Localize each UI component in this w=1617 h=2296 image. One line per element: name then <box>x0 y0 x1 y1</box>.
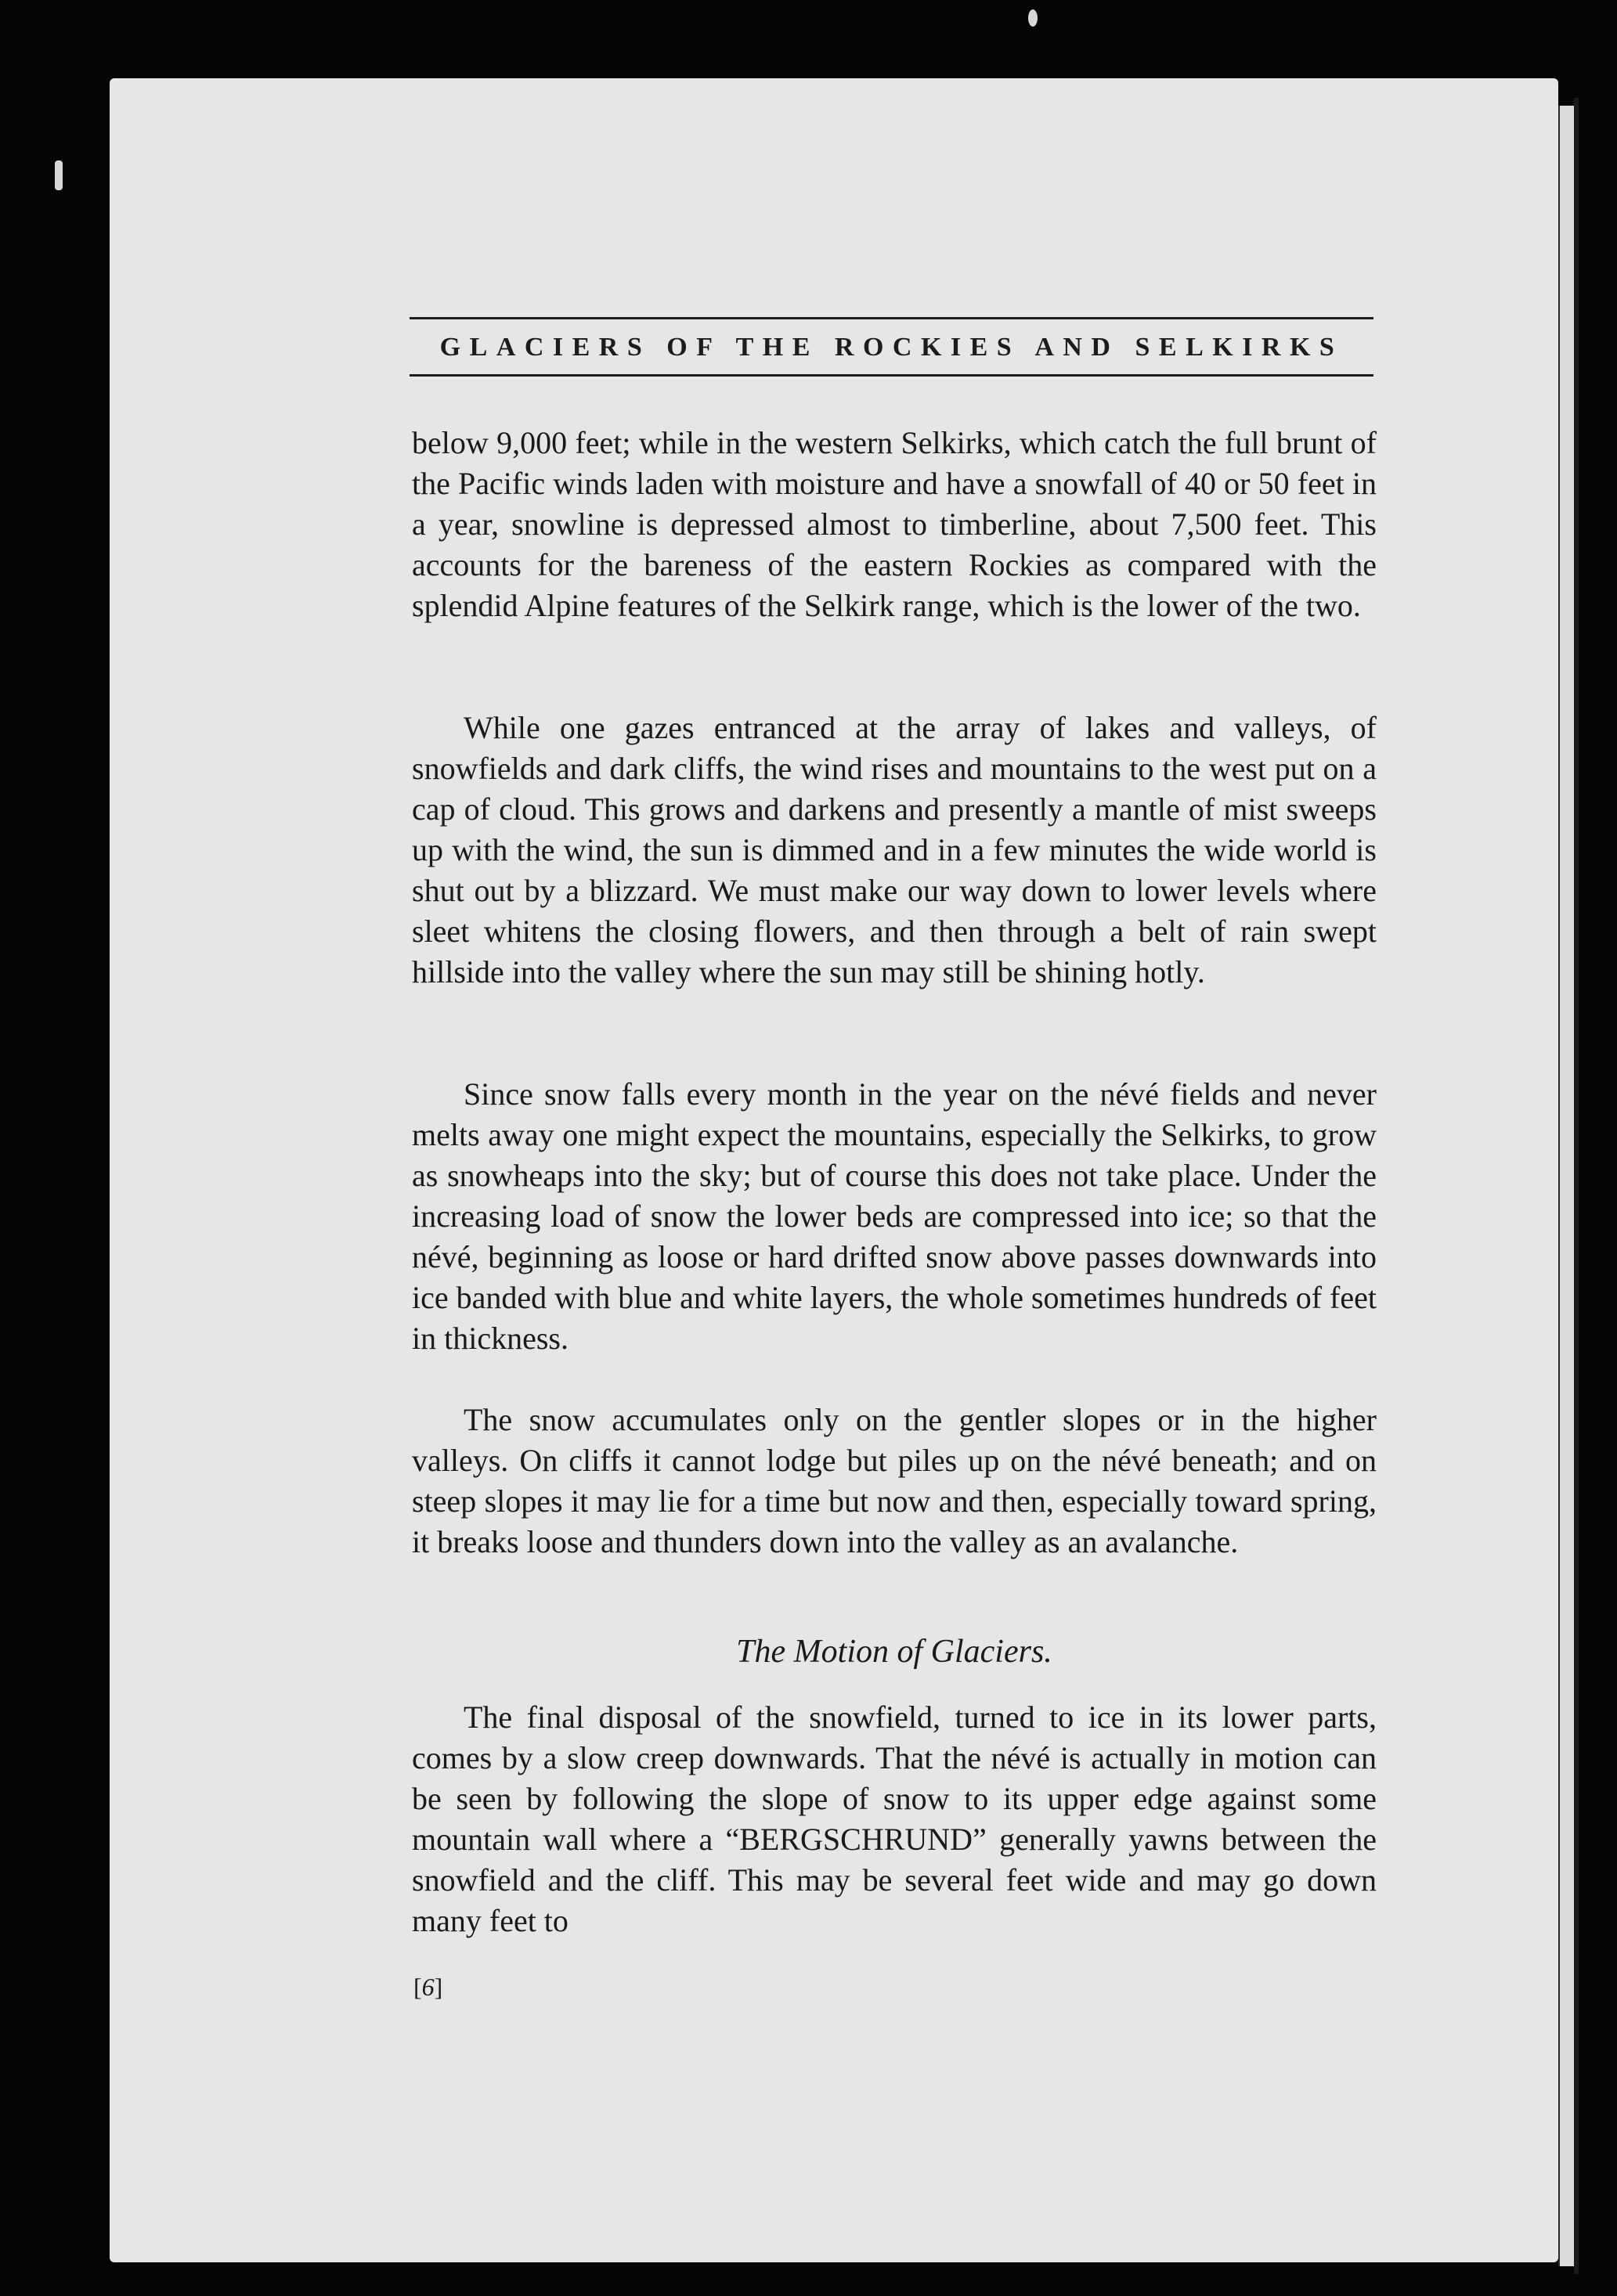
body-paragraph <box>412 1697 1377 1941</box>
folio-open-bracket: [ <box>413 1973 422 2001</box>
folio-close-bracket: ] <box>434 1973 443 2001</box>
running-header-title: GLACIERS OF THE ROCKIES AND SELKIRKS <box>439 333 1344 362</box>
page-edge-shadow <box>1574 98 1579 2274</box>
paragraph-3: Since snow falls every month in the year on the névé fields and never melts away one might expect the mountains, especially the Selkirks, to grow as snowheaps into the sky; but of course this does not take place. Under the increasing load of snow the lower beds are compressed into ice; so that the névé, beginning as loose or hard drifted snow above passes downwards into ice banded with blue and white layers, the whole sometimes hundreds of feet in thickness. <box>412 1076 1377 1356</box>
paragraph-1: below 9,000 feet; while in the western Selkirks, which catch the full brunt of the Pacific winds laden with moisture and have a snowfall of 40 or 50 feet in a year, snowline is depressed almost to timberline, about 7,500 feet. This accounts for the bareness of the eastern Rockies as compared with the splendid Alpine features of the Selkirk range, which is the lower of the two. <box>412 425 1377 623</box>
page-number <box>413 1973 442 2002</box>
body-paragraph <box>412 1400 1377 1563</box>
paragraph-5: The final disposal of the snowfield, turned to ice in its lower parts, comes by a slow creep downwards. That the névé is actually in motion can be seen by following the slope of snow to its upper edge against some mountain wall where a “BERGSCHRUND” generally yawns between the snowfield and the cliff. This may be several feet wide and may go down many feet to <box>412 1699 1377 1938</box>
folio-number: 6 <box>421 1973 435 2001</box>
running-header <box>410 317 1373 380</box>
paragraph-4: The snow accumulates only on the gentler slopes or in the higher valleys. On cliffs it cannot lodge but piles up on the névé beneath; and on steep slopes it may lie for a time but now and then, especially toward spring, it breaks loose and thunders down into the valley as an avalanche. <box>412 1402 1377 1559</box>
scan-speck <box>1028 9 1038 27</box>
header-rule-bottom <box>410 374 1373 377</box>
body-paragraph <box>412 1074 1377 1359</box>
body-paragraph <box>412 423 1377 626</box>
next-page-edge <box>1558 106 1575 2266</box>
header-rule-top <box>410 317 1373 319</box>
body-paragraph <box>412 708 1377 993</box>
paragraph-2: While one gazes entranced at the array of lakes and valleys, of snowfields and dark cliffs, the wind rises and mountains to the west put on a cap of cloud. This grows and darkens and presently a mantle of mist sweeps up with the wind, the sun is dimmed and in a few minutes the wide world is shut out by a blizzard. We must make our way down to lower levels where sleet whitens the closing flowers, and then through a belt of rain swept hillside into the valley where the sun may still be shining hotly. <box>412 710 1377 989</box>
scan-speck <box>55 160 63 190</box>
section-heading: The Motion of Glaciers. <box>736 1634 1052 1670</box>
